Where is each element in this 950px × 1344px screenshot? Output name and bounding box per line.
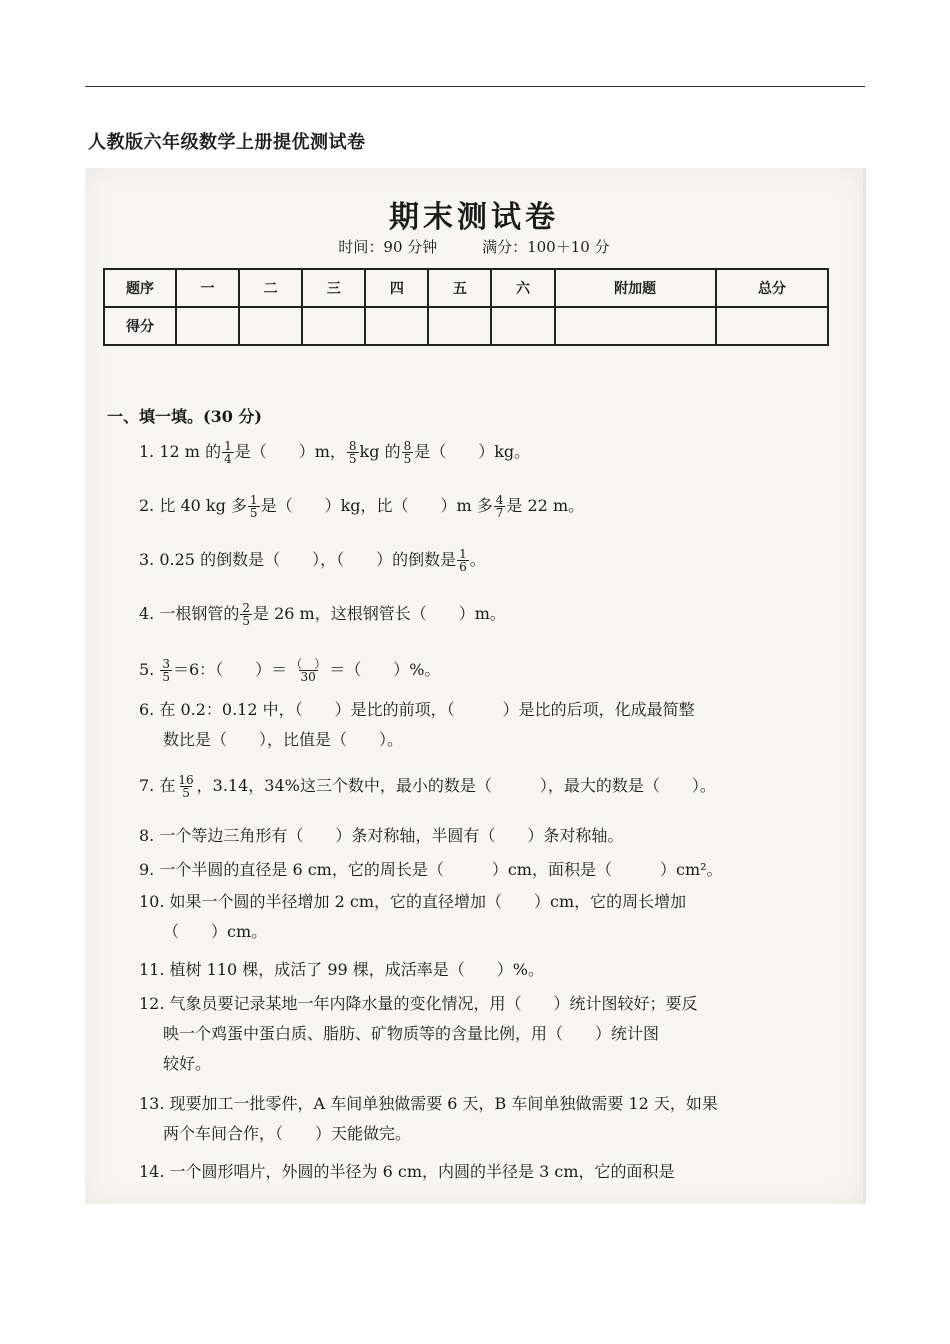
score-cell [491, 307, 554, 345]
section-title: 一、填一填。(30 分) [107, 407, 262, 426]
fraction-numerator: 2 [242, 601, 251, 615]
question-7 [139, 774, 716, 799]
question-text-continued: 映一个鸡蛋中蛋白质、脂肪、矿物质等的含量比例，用（ ）统计图 [163, 1024, 660, 1043]
question-14 [139, 1162, 675, 1182]
question-text: 一个半圆的直径是 6 cm，它的周长是（ ）cm，面积是（ ）cm²。 [159, 860, 723, 879]
fraction-denominator: 7 [495, 506, 504, 520]
question-text: 一个等边三角形有（ ）条对称轴，半圆有（ ）条对称轴。 [159, 826, 624, 845]
exam-title: 期末测试卷 [389, 200, 559, 235]
question-text: 。 [469, 550, 486, 569]
question-text-continued: （ ）cm。 [163, 922, 268, 941]
score-cell [365, 307, 428, 345]
question-number: 2. [139, 496, 155, 515]
question-number: 14. [139, 1162, 165, 1181]
question-2 [139, 494, 584, 519]
question-4 [139, 602, 506, 627]
question-number: 9. [139, 860, 155, 879]
fraction-denominator: 6 [459, 560, 467, 574]
fraction-numerator: 16 [178, 773, 194, 787]
question-number: 1. [139, 442, 155, 461]
fraction [176, 774, 195, 799]
question-text: 是 22 m。 [506, 496, 585, 515]
fraction-numerator: 8 [403, 439, 412, 453]
fraction-numerator: 1 [224, 439, 232, 453]
fraction-numerator: 3 [162, 657, 170, 671]
fraction [402, 440, 414, 465]
question-text: 在 [159, 776, 176, 795]
question-number: 7. [139, 776, 155, 795]
exam-total-score: 满分：100＋10 分 [482, 238, 610, 256]
fraction [457, 548, 469, 573]
fraction-denominator: 4 [224, 452, 232, 466]
document-header: 人教版六年级数学上册提优测试卷 [88, 132, 366, 153]
fraction-denominator: 5 [182, 786, 190, 800]
question-number: 5. [139, 660, 155, 679]
question-text: 是（ ）kg，比（ ）m 多 [260, 496, 493, 515]
scanned-exam-page [85, 168, 866, 1204]
question-text-continued: 数比是（ ），比值是（ ）。 [163, 730, 404, 749]
fraction-denominator: 5 [348, 452, 357, 466]
score-table-cell: 题序 [104, 269, 176, 307]
score-table-cell: 附加题 [555, 269, 716, 307]
fraction-numerator: 4 [495, 493, 504, 507]
question-text-continued: 较好。 [163, 1054, 212, 1073]
score-table-cell: 二 [239, 269, 302, 307]
score-table-cell: 四 [365, 269, 428, 307]
score-table-header-row [104, 269, 828, 307]
question-number: 11. [139, 960, 165, 979]
score-table-row-label: 得分 [104, 307, 176, 345]
question-6 [139, 700, 695, 750]
fraction [494, 494, 506, 519]
exam-time: 时间：90 分钟 [338, 238, 438, 256]
fraction [240, 602, 252, 627]
question-5 [139, 658, 440, 683]
question-number: 10. [139, 892, 165, 911]
question-text: 气象员要记录某地一年内降水量的变化情况，用（ ）统计图较好；要反 [169, 994, 698, 1013]
score-table-cell: 总分 [716, 269, 828, 307]
question-text: 在 0.2：0.12 中，（ ）是比的前项，（ ）是比的后项，化成最简整 [159, 700, 695, 719]
question-text: 比 40 kg 多 [159, 496, 247, 515]
score-cell [555, 307, 716, 345]
fraction [222, 440, 234, 465]
question-3 [139, 548, 486, 573]
question-text: 是（ ）m， [234, 442, 346, 461]
fraction-denominator: 30 [300, 670, 316, 684]
question-text: 12 m 的 [159, 442, 222, 461]
fraction [160, 658, 172, 683]
question-text: ＝（ ）%。 [329, 660, 441, 679]
score-cell [302, 307, 365, 345]
question-text: 如果一个圆的半径增加 2 cm，它的直径增加（ ）cm，它的周长增加 [169, 892, 687, 911]
fraction-numerator: 1 [249, 493, 258, 507]
score-table-score-row [104, 307, 828, 345]
score-table [103, 268, 829, 346]
fraction-denominator: 5 [249, 506, 258, 520]
question-12 [139, 994, 698, 1074]
question-number: 12. [139, 994, 165, 1013]
question-text: 是（ ）kg。 [414, 442, 531, 461]
fraction-denominator: 5 [162, 670, 170, 684]
question-number: 8. [139, 826, 155, 845]
score-cell [176, 307, 239, 345]
question-number: 13. [139, 1094, 165, 1113]
fraction-numerator: 1 [459, 547, 467, 561]
fraction-denominator: 5 [403, 452, 412, 466]
question-text: ＝6：（ ）＝ [173, 660, 288, 679]
question-text-continued: 两个车间合作，（ ）天能做完。 [163, 1124, 412, 1143]
question-text: 一根钢管的 [159, 604, 240, 623]
fraction [288, 658, 328, 683]
question-10 [139, 892, 686, 942]
question-9 [139, 860, 723, 880]
question-11 [139, 960, 544, 980]
question-1 [139, 440, 530, 465]
question-number: 6. [139, 700, 155, 719]
score-table-cell: 一 [176, 269, 239, 307]
question-text: 0.25 的倒数是（ ），（ ）的倒数是 [159, 550, 457, 569]
question-number: 3. [139, 550, 155, 569]
fraction [347, 440, 359, 465]
exam-meta [85, 236, 863, 257]
fraction-numerator: （ ） [290, 657, 327, 671]
top-rule [85, 86, 865, 87]
fraction [248, 494, 260, 519]
fraction-numerator: 8 [348, 439, 357, 453]
score-table-cell: 五 [428, 269, 491, 307]
question-text: 一个圆形唱片，外圆的半径为 6 cm，内圆的半径是 3 cm，它的面积是 [169, 1162, 675, 1181]
question-text: 现要加工一批零件，A 车间单独做需要 6 天，B 车间单独做需要 12 天，如果 [169, 1094, 718, 1113]
score-table-cell: 三 [302, 269, 365, 307]
fraction-denominator: 5 [242, 614, 251, 628]
question-number: 4. [139, 604, 155, 623]
question-13 [139, 1094, 718, 1144]
score-cell [239, 307, 302, 345]
question-text: kg 的 [359, 442, 401, 461]
question-text: 植树 110 棵，成活了 99 棵，成活率是（ ）%。 [169, 960, 544, 979]
score-cell [716, 307, 828, 345]
question-text: ，3.14，34%这三个数中，最小的数是（ ），最大的数是（ ）。 [196, 776, 716, 795]
score-table-cell: 六 [491, 269, 554, 307]
score-cell [428, 307, 491, 345]
question-8 [139, 826, 623, 846]
question-text: 是 26 m，这根钢管长（ ）m。 [253, 604, 506, 623]
